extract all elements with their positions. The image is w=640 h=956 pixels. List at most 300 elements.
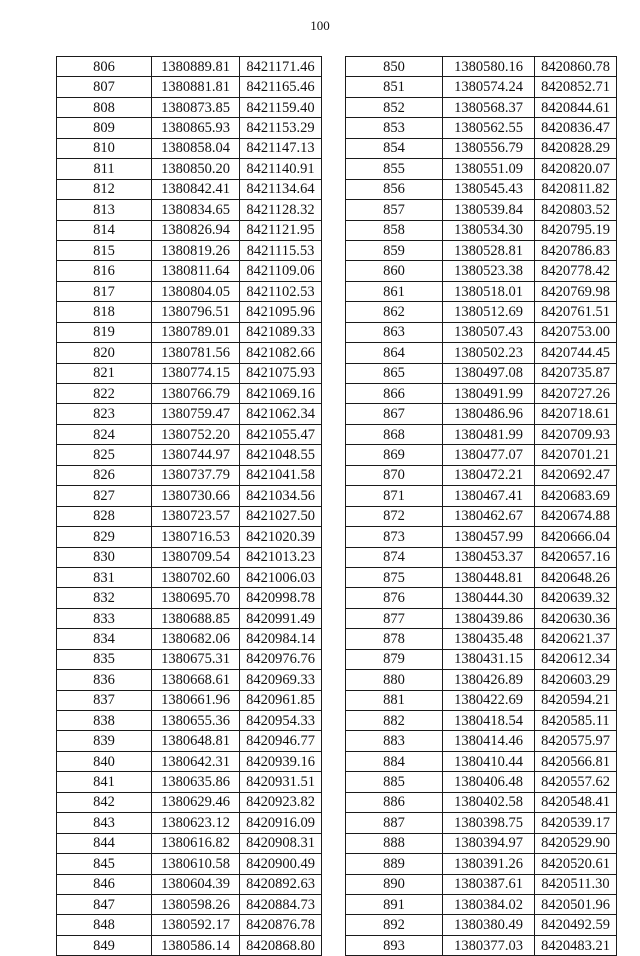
point-number-cell: 874 (346, 547, 443, 567)
point-number-cell: 880 (346, 670, 443, 690)
x-coordinate-cell: 1380789.01 (152, 322, 240, 342)
x-coordinate-cell: 1380648.81 (152, 731, 240, 751)
x-coordinate-cell: 1380616.82 (152, 833, 240, 853)
point-number-cell: 819 (57, 322, 152, 342)
y-coordinate-cell: 8421165.46 (240, 77, 322, 97)
point-number-cell: 806 (57, 57, 152, 77)
x-coordinate-cell: 1380462.67 (443, 506, 535, 526)
y-coordinate-cell: 8420483.21 (535, 935, 617, 955)
x-coordinate-cell: 1380406.48 (443, 772, 535, 792)
x-coordinate-cell: 1380598.26 (152, 894, 240, 914)
x-coordinate-cell: 1380834.65 (152, 200, 240, 220)
x-coordinate-cell: 1380850.20 (152, 159, 240, 179)
y-coordinate-cell: 8421115.53 (240, 240, 322, 260)
x-coordinate-cell: 1380668.61 (152, 670, 240, 690)
y-coordinate-cell: 8420575.97 (535, 731, 617, 751)
point-number-cell: 809 (57, 118, 152, 138)
x-coordinate-cell: 1380752.20 (152, 424, 240, 444)
point-number-cell: 891 (346, 894, 443, 914)
point-number-cell: 888 (346, 833, 443, 853)
x-coordinate-cell: 1380556.79 (443, 138, 535, 158)
point-number-cell: 878 (346, 629, 443, 649)
y-coordinate-cell: 8420594.21 (535, 690, 617, 710)
y-coordinate-cell: 8421006.03 (240, 567, 322, 587)
table-row (57, 588, 322, 608)
x-coordinate-cell: 1380675.31 (152, 649, 240, 669)
point-number-cell: 823 (57, 404, 152, 424)
table-row (57, 118, 322, 138)
x-coordinate-cell: 1380586.14 (152, 935, 240, 955)
table-row (346, 118, 617, 138)
x-coordinate-cell: 1380502.23 (443, 343, 535, 363)
point-number-cell: 872 (346, 506, 443, 526)
x-coordinate-cell: 1380402.58 (443, 792, 535, 812)
table-row (57, 486, 322, 506)
y-coordinate-cell: 8420492.59 (535, 915, 617, 935)
x-coordinate-cell: 1380467.41 (443, 486, 535, 506)
point-number-cell: 892 (346, 915, 443, 935)
x-coordinate-cell: 1380774.15 (152, 363, 240, 383)
y-coordinate-cell: 8420735.87 (535, 363, 617, 383)
point-number-cell: 864 (346, 343, 443, 363)
x-coordinate-cell: 1380391.26 (443, 854, 535, 874)
y-coordinate-cell: 8420969.33 (240, 670, 322, 690)
point-number-cell: 817 (57, 281, 152, 301)
table-row (346, 690, 617, 710)
table-row (57, 506, 322, 526)
x-coordinate-cell: 1380661.96 (152, 690, 240, 710)
point-number-cell: 820 (57, 343, 152, 363)
table-row (57, 894, 322, 914)
y-coordinate-cell: 8421159.40 (240, 97, 322, 117)
point-number-cell: 836 (57, 670, 152, 690)
point-number-cell: 839 (57, 731, 152, 751)
point-number-cell: 835 (57, 649, 152, 669)
table-row (346, 833, 617, 853)
x-coordinate-cell: 1380580.16 (443, 57, 535, 77)
x-coordinate-cell: 1380819.26 (152, 240, 240, 260)
y-coordinate-cell: 8420585.11 (535, 711, 617, 731)
x-coordinate-cell: 1380545.43 (443, 179, 535, 199)
table-row (57, 833, 322, 853)
y-coordinate-cell: 8420674.88 (535, 506, 617, 526)
x-coordinate-cell: 1380688.85 (152, 608, 240, 628)
y-coordinate-cell: 8420998.78 (240, 588, 322, 608)
table-row (57, 220, 322, 240)
y-coordinate-cell: 8421055.47 (240, 424, 322, 444)
x-coordinate-cell: 1380709.54 (152, 547, 240, 567)
table-row (346, 363, 617, 383)
point-number-cell: 821 (57, 363, 152, 383)
y-coordinate-cell: 8420612.34 (535, 649, 617, 669)
table-row (346, 445, 617, 465)
point-number-cell: 871 (346, 486, 443, 506)
point-number-cell: 807 (57, 77, 152, 97)
x-coordinate-cell: 1380623.12 (152, 813, 240, 833)
y-coordinate-cell: 8420744.45 (535, 343, 617, 363)
x-coordinate-cell: 1380528.81 (443, 240, 535, 260)
point-number-cell: 884 (346, 751, 443, 771)
point-number-cell: 890 (346, 874, 443, 894)
x-coordinate-cell: 1380448.81 (443, 567, 535, 587)
y-coordinate-cell: 8420984.14 (240, 629, 322, 649)
x-coordinate-cell: 1380477.07 (443, 445, 535, 465)
point-number-cell: 866 (346, 384, 443, 404)
table-row (57, 813, 322, 833)
y-coordinate-cell: 8420511.30 (535, 874, 617, 894)
table-row (57, 363, 322, 383)
table-row (346, 670, 617, 690)
y-coordinate-cell: 8421102.53 (240, 281, 322, 301)
y-coordinate-cell: 8420761.51 (535, 302, 617, 322)
table-row (346, 240, 617, 260)
table-row (57, 690, 322, 710)
y-coordinate-cell: 8421153.29 (240, 118, 322, 138)
y-coordinate-cell: 8420976.76 (240, 649, 322, 669)
x-coordinate-cell: 1380858.04 (152, 138, 240, 158)
table-row (57, 97, 322, 117)
table-row (57, 240, 322, 260)
y-coordinate-cell: 8420868.80 (240, 935, 322, 955)
point-number-cell: 838 (57, 711, 152, 731)
table-row (57, 138, 322, 158)
table-row (57, 404, 322, 424)
table-row (57, 608, 322, 628)
point-number-cell: 811 (57, 159, 152, 179)
x-coordinate-cell: 1380534.30 (443, 220, 535, 240)
x-coordinate-cell: 1380695.70 (152, 588, 240, 608)
point-number-cell: 851 (346, 77, 443, 97)
table-row (57, 772, 322, 792)
y-coordinate-cell: 8421062.34 (240, 404, 322, 424)
table-row (346, 629, 617, 649)
x-coordinate-cell: 1380610.58 (152, 854, 240, 874)
table-row (57, 711, 322, 731)
table-row (346, 772, 617, 792)
x-coordinate-cell: 1380730.66 (152, 486, 240, 506)
y-coordinate-cell: 8420876.78 (240, 915, 322, 935)
x-coordinate-cell: 1380422.69 (443, 690, 535, 710)
y-coordinate-cell: 8420718.61 (535, 404, 617, 424)
y-coordinate-cell: 8420692.47 (535, 465, 617, 485)
point-number-cell: 875 (346, 567, 443, 587)
point-number-cell: 879 (346, 649, 443, 669)
x-coordinate-cell: 1380394.97 (443, 833, 535, 853)
y-coordinate-cell: 8421027.50 (240, 506, 322, 526)
point-number-cell: 812 (57, 179, 152, 199)
x-coordinate-cell: 1380716.53 (152, 527, 240, 547)
y-coordinate-cell: 8420786.83 (535, 240, 617, 260)
point-number-cell: 818 (57, 302, 152, 322)
y-coordinate-cell: 8420539.17 (535, 813, 617, 833)
table-row (346, 97, 617, 117)
point-number-cell: 831 (57, 567, 152, 587)
table-row (346, 547, 617, 567)
table-row (346, 281, 617, 301)
x-coordinate-cell: 1380682.06 (152, 629, 240, 649)
point-number-cell: 882 (346, 711, 443, 731)
table-row (57, 854, 322, 874)
x-coordinate-cell: 1380551.09 (443, 159, 535, 179)
point-number-cell: 826 (57, 465, 152, 485)
x-coordinate-cell: 1380431.15 (443, 649, 535, 669)
table-row (57, 57, 322, 77)
point-number-cell: 833 (57, 608, 152, 628)
point-number-cell: 834 (57, 629, 152, 649)
y-coordinate-cell: 8421013.23 (240, 547, 322, 567)
table-row (346, 404, 617, 424)
x-coordinate-cell: 1380865.93 (152, 118, 240, 138)
x-coordinate-cell: 1380744.97 (152, 445, 240, 465)
x-coordinate-cell: 1380873.85 (152, 97, 240, 117)
x-coordinate-cell: 1380539.84 (443, 200, 535, 220)
table-row (346, 302, 617, 322)
point-number-cell: 863 (346, 322, 443, 342)
y-coordinate-cell: 8420946.77 (240, 731, 322, 751)
point-number-cell: 844 (57, 833, 152, 853)
table-row (346, 424, 617, 444)
point-number-cell: 886 (346, 792, 443, 812)
point-number-cell: 852 (346, 97, 443, 117)
x-coordinate-cell: 1380842.41 (152, 179, 240, 199)
y-coordinate-cell: 8421095.96 (240, 302, 322, 322)
table-row (346, 608, 617, 628)
point-number-cell: 855 (346, 159, 443, 179)
point-number-cell: 856 (346, 179, 443, 199)
table-row (57, 751, 322, 771)
point-number-cell: 846 (57, 874, 152, 894)
point-number-cell: 825 (57, 445, 152, 465)
x-coordinate-cell: 1380702.60 (152, 567, 240, 587)
table-row (57, 915, 322, 935)
x-coordinate-cell: 1380507.43 (443, 322, 535, 342)
y-coordinate-cell: 8421147.13 (240, 138, 322, 158)
x-coordinate-cell: 1380642.31 (152, 751, 240, 771)
point-number-cell: 867 (346, 404, 443, 424)
table-row (346, 343, 617, 363)
x-coordinate-cell: 1380523.38 (443, 261, 535, 281)
table-row (346, 465, 617, 485)
table-row (346, 322, 617, 342)
y-coordinate-cell: 8420639.32 (535, 588, 617, 608)
x-coordinate-cell: 1380453.37 (443, 547, 535, 567)
y-coordinate-cell: 8421171.46 (240, 57, 322, 77)
table-row (346, 751, 617, 771)
point-number-cell: 814 (57, 220, 152, 240)
y-coordinate-cell: 8420852.71 (535, 77, 617, 97)
y-coordinate-cell: 8420727.26 (535, 384, 617, 404)
y-coordinate-cell: 8420939.16 (240, 751, 322, 771)
y-coordinate-cell: 8420603.29 (535, 670, 617, 690)
point-number-cell: 881 (346, 690, 443, 710)
table-row (346, 77, 617, 97)
y-coordinate-cell: 8421041.58 (240, 465, 322, 485)
table-row (346, 179, 617, 199)
point-number-cell: 832 (57, 588, 152, 608)
y-coordinate-cell: 8420860.78 (535, 57, 617, 77)
x-coordinate-cell: 1380568.37 (443, 97, 535, 117)
y-coordinate-cell: 8420803.52 (535, 200, 617, 220)
point-number-cell: 853 (346, 118, 443, 138)
point-number-cell: 808 (57, 97, 152, 117)
table-row (346, 588, 617, 608)
point-number-cell: 815 (57, 240, 152, 260)
x-coordinate-cell: 1380759.47 (152, 404, 240, 424)
table-row (346, 894, 617, 914)
table-row (346, 567, 617, 587)
point-number-cell: 840 (57, 751, 152, 771)
table-row (57, 792, 322, 812)
point-number-cell: 870 (346, 465, 443, 485)
table-row (57, 670, 322, 690)
table-row (57, 179, 322, 199)
x-coordinate-cell: 1380518.01 (443, 281, 535, 301)
point-number-cell: 827 (57, 486, 152, 506)
y-coordinate-cell: 8421134.64 (240, 179, 322, 199)
point-number-cell: 883 (346, 731, 443, 751)
table-row (57, 935, 322, 955)
point-number-cell: 824 (57, 424, 152, 444)
y-coordinate-cell: 8420820.07 (535, 159, 617, 179)
point-number-cell: 858 (346, 220, 443, 240)
point-number-cell: 847 (57, 894, 152, 914)
y-coordinate-cell: 8420778.42 (535, 261, 617, 281)
y-coordinate-cell: 8420548.41 (535, 792, 617, 812)
x-coordinate-cell: 1380562.55 (443, 118, 535, 138)
x-coordinate-cell: 1380826.94 (152, 220, 240, 240)
point-number-cell: 859 (346, 240, 443, 260)
y-coordinate-cell: 8420769.98 (535, 281, 617, 301)
x-coordinate-cell: 1380804.05 (152, 281, 240, 301)
y-coordinate-cell: 8420844.61 (535, 97, 617, 117)
x-coordinate-cell: 1380781.56 (152, 343, 240, 363)
x-coordinate-cell: 1380881.81 (152, 77, 240, 97)
point-number-cell: 829 (57, 527, 152, 547)
x-coordinate-cell: 1380592.17 (152, 915, 240, 935)
y-coordinate-cell: 8420931.51 (240, 772, 322, 792)
point-number-cell: 857 (346, 200, 443, 220)
table-row (57, 281, 322, 301)
y-coordinate-cell: 8421020.39 (240, 527, 322, 547)
x-coordinate-cell: 1380811.64 (152, 261, 240, 281)
x-coordinate-cell: 1380398.75 (443, 813, 535, 833)
table-row (346, 261, 617, 281)
x-coordinate-cell: 1380472.21 (443, 465, 535, 485)
y-coordinate-cell: 8420701.21 (535, 445, 617, 465)
y-coordinate-cell: 8420753.00 (535, 322, 617, 342)
y-coordinate-cell: 8420666.04 (535, 527, 617, 547)
x-coordinate-cell: 1380629.46 (152, 792, 240, 812)
table-row (346, 527, 617, 547)
table-row (346, 792, 617, 812)
y-coordinate-cell: 8420954.33 (240, 711, 322, 731)
table-row (346, 384, 617, 404)
point-number-cell: 854 (346, 138, 443, 158)
point-number-cell: 845 (57, 854, 152, 874)
table-row (57, 424, 322, 444)
x-coordinate-cell: 1380889.81 (152, 57, 240, 77)
point-number-cell: 810 (57, 138, 152, 158)
point-number-cell: 816 (57, 261, 152, 281)
y-coordinate-cell: 8420991.49 (240, 608, 322, 628)
x-coordinate-cell: 1380655.36 (152, 711, 240, 731)
x-coordinate-cell: 1380418.54 (443, 711, 535, 731)
y-coordinate-cell: 8420828.29 (535, 138, 617, 158)
y-coordinate-cell: 8420657.16 (535, 547, 617, 567)
table-row (346, 138, 617, 158)
point-number-cell: 868 (346, 424, 443, 444)
point-number-cell: 850 (346, 57, 443, 77)
point-number-cell: 887 (346, 813, 443, 833)
y-coordinate-cell: 8421069.16 (240, 384, 322, 404)
table-row (57, 547, 322, 567)
table-row (346, 711, 617, 731)
x-coordinate-cell: 1380444.30 (443, 588, 535, 608)
x-coordinate-cell: 1380414.46 (443, 731, 535, 751)
point-number-cell: 873 (346, 527, 443, 547)
table-row (57, 261, 322, 281)
table-row (346, 813, 617, 833)
point-number-cell: 865 (346, 363, 443, 383)
y-coordinate-cell: 8420884.73 (240, 894, 322, 914)
point-number-cell: 822 (57, 384, 152, 404)
table-row (346, 220, 617, 240)
table-row (57, 731, 322, 751)
point-number-cell: 869 (346, 445, 443, 465)
y-coordinate-cell: 8420648.26 (535, 567, 617, 587)
point-number-cell: 893 (346, 935, 443, 955)
x-coordinate-cell: 1380723.57 (152, 506, 240, 526)
point-number-cell: 830 (57, 547, 152, 567)
table-row (346, 649, 617, 669)
table-row (346, 200, 617, 220)
x-coordinate-cell: 1380604.39 (152, 874, 240, 894)
table-row (57, 322, 322, 342)
table-row (57, 159, 322, 179)
x-coordinate-cell: 1380457.99 (443, 527, 535, 547)
x-coordinate-cell: 1380380.49 (443, 915, 535, 935)
y-coordinate-cell: 8421082.66 (240, 343, 322, 363)
table-row (57, 302, 322, 322)
x-coordinate-cell: 1380481.99 (443, 424, 535, 444)
point-number-cell: 841 (57, 772, 152, 792)
y-coordinate-cell: 8421048.55 (240, 445, 322, 465)
table-row (346, 159, 617, 179)
point-number-cell: 813 (57, 200, 152, 220)
y-coordinate-cell: 8421128.32 (240, 200, 322, 220)
point-number-cell: 889 (346, 854, 443, 874)
x-coordinate-cell: 1380439.86 (443, 608, 535, 628)
x-coordinate-cell: 1380491.99 (443, 384, 535, 404)
y-coordinate-cell: 8420621.37 (535, 629, 617, 649)
y-coordinate-cell: 8420566.81 (535, 751, 617, 771)
x-coordinate-cell: 1380426.89 (443, 670, 535, 690)
y-coordinate-cell: 8420908.31 (240, 833, 322, 853)
table-row (57, 465, 322, 485)
x-coordinate-cell: 1380410.44 (443, 751, 535, 771)
x-coordinate-cell: 1380377.03 (443, 935, 535, 955)
table-row (57, 343, 322, 363)
x-coordinate-cell: 1380512.69 (443, 302, 535, 322)
y-coordinate-cell: 8421075.93 (240, 363, 322, 383)
x-coordinate-cell: 1380387.61 (443, 874, 535, 894)
y-coordinate-cell: 8420916.09 (240, 813, 322, 833)
point-number-cell: 848 (57, 915, 152, 935)
y-coordinate-cell: 8421121.95 (240, 220, 322, 240)
table-row (346, 731, 617, 751)
y-coordinate-cell: 8420683.69 (535, 486, 617, 506)
y-coordinate-cell: 8420630.36 (535, 608, 617, 628)
